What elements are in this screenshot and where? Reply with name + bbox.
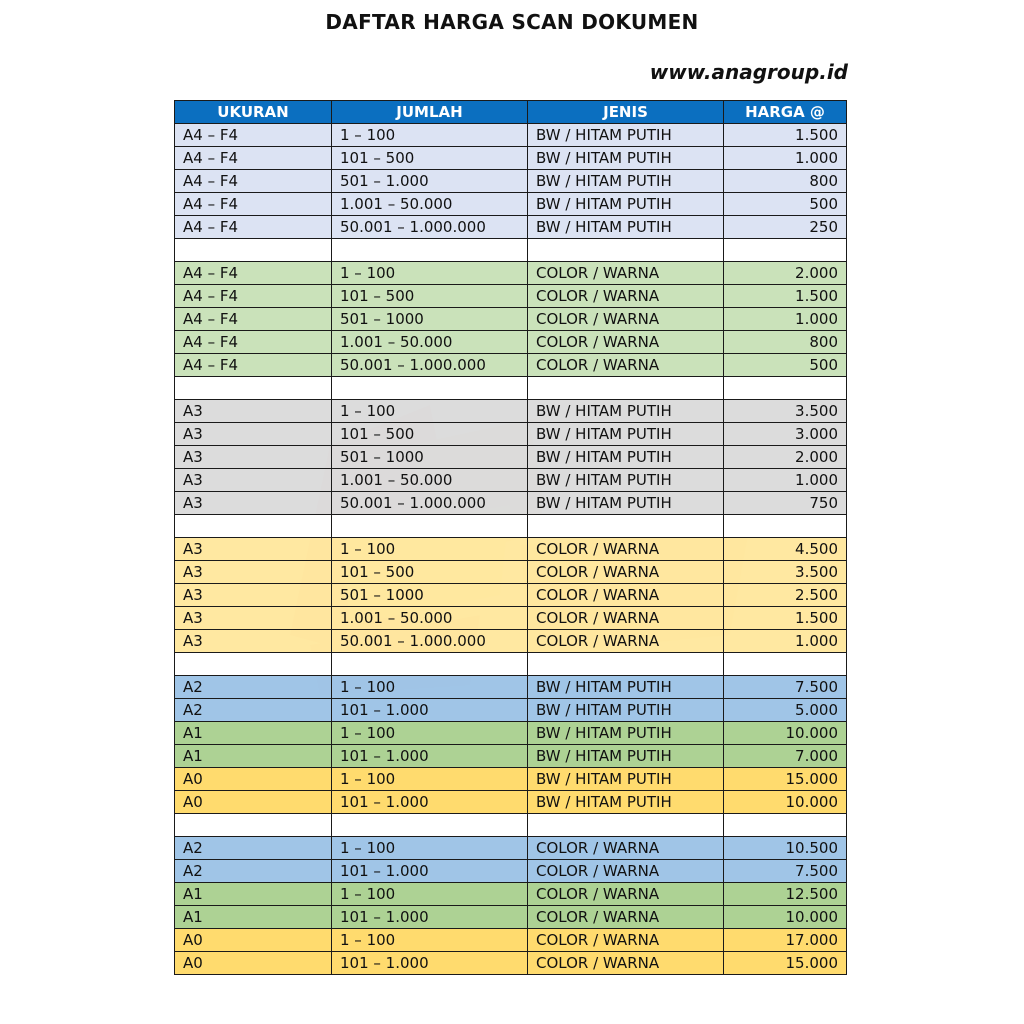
- cell-harga: 7.500: [724, 676, 847, 699]
- table-row: [175, 630, 847, 653]
- cell-jumlah: 101 – 500: [332, 147, 528, 170]
- cell-harga: [724, 515, 847, 538]
- cell-ukuran: A4 – F4: [175, 331, 332, 354]
- cell-jenis: BW / HITAM PUTIH: [528, 768, 724, 791]
- cell-ukuran: A4 – F4: [175, 285, 332, 308]
- cell-harga: 1.000: [724, 469, 847, 492]
- cell-harga: 1.500: [724, 607, 847, 630]
- cell-jumlah: 501 – 1000: [332, 308, 528, 331]
- table-row: [175, 860, 847, 883]
- price-table-body: [175, 124, 847, 975]
- cell-ukuran: A4 – F4: [175, 170, 332, 193]
- cell-ukuran: A0: [175, 791, 332, 814]
- table-row: [175, 285, 847, 308]
- cell-jumlah: 1.001 – 50.000: [332, 607, 528, 630]
- cell-jumlah: [332, 515, 528, 538]
- cell-jenis: [528, 515, 724, 538]
- cell-harga: 2.000: [724, 446, 847, 469]
- cell-jumlah: [332, 377, 528, 400]
- table-row: [175, 262, 847, 285]
- table-row: [175, 561, 847, 584]
- table-row: [175, 538, 847, 561]
- table-spacer-row: [175, 239, 847, 262]
- cell-jumlah: 1.001 – 50.000: [332, 469, 528, 492]
- cell-jenis: BW / HITAM PUTIH: [528, 170, 724, 193]
- cell-jenis: BW / HITAM PUTIH: [528, 492, 724, 515]
- cell-jumlah: 1.001 – 50.000: [332, 193, 528, 216]
- cell-harga: 1.500: [724, 124, 847, 147]
- table-row: [175, 584, 847, 607]
- cell-harga: 1.000: [724, 147, 847, 170]
- cell-harga: 4.500: [724, 538, 847, 561]
- cell-ukuran: [175, 653, 332, 676]
- table-row: [175, 906, 847, 929]
- cell-harga: 1.000: [724, 308, 847, 331]
- cell-jumlah: 1 – 100: [332, 929, 528, 952]
- table-row: [175, 193, 847, 216]
- cell-jumlah: 101 – 1.000: [332, 745, 528, 768]
- table-row: [175, 722, 847, 745]
- cell-harga: 10.000: [724, 722, 847, 745]
- cell-ukuran: A3: [175, 400, 332, 423]
- cell-ukuran: [175, 814, 332, 837]
- table-spacer-row: [175, 377, 847, 400]
- table-row: [175, 607, 847, 630]
- cell-harga: 15.000: [724, 952, 847, 975]
- cell-jumlah: 1 – 100: [332, 883, 528, 906]
- table-row: [175, 469, 847, 492]
- cell-harga: 500: [724, 354, 847, 377]
- cell-harga: [724, 653, 847, 676]
- header-jumlah: JUMLAH: [332, 101, 528, 124]
- cell-ukuran: A4 – F4: [175, 216, 332, 239]
- cell-jumlah: 1 – 100: [332, 124, 528, 147]
- table-row: [175, 354, 847, 377]
- table-header-row: [175, 101, 847, 124]
- cell-ukuran: [175, 515, 332, 538]
- cell-jenis: BW / HITAM PUTIH: [528, 216, 724, 239]
- cell-jenis: BW / HITAM PUTIH: [528, 469, 724, 492]
- cell-jenis: BW / HITAM PUTIH: [528, 699, 724, 722]
- cell-harga: 500: [724, 193, 847, 216]
- cell-harga: 3.500: [724, 561, 847, 584]
- cell-harga: 3.000: [724, 423, 847, 446]
- cell-ukuran: A1: [175, 906, 332, 929]
- cell-jumlah: 50.001 – 1.000.000: [332, 354, 528, 377]
- cell-jenis: COLOR / WARNA: [528, 331, 724, 354]
- cell-jenis: COLOR / WARNA: [528, 561, 724, 584]
- table-row: [175, 308, 847, 331]
- cell-ukuran: A3: [175, 584, 332, 607]
- cell-ukuran: A3: [175, 538, 332, 561]
- cell-harga: 12.500: [724, 883, 847, 906]
- cell-ukuran: A0: [175, 929, 332, 952]
- cell-jenis: [528, 239, 724, 262]
- cell-ukuran: A1: [175, 745, 332, 768]
- table-row: [175, 768, 847, 791]
- cell-jenis: BW / HITAM PUTIH: [528, 400, 724, 423]
- cell-jenis: BW / HITAM PUTIH: [528, 791, 724, 814]
- table-row: [175, 952, 847, 975]
- cell-ukuran: A1: [175, 883, 332, 906]
- cell-ukuran: A4 – F4: [175, 124, 332, 147]
- header-harga: HARGA @: [724, 101, 847, 124]
- cell-harga: 800: [724, 331, 847, 354]
- cell-harga: 2.000: [724, 262, 847, 285]
- cell-jumlah: [332, 653, 528, 676]
- cell-harga: 10.500: [724, 837, 847, 860]
- cell-harga: 5.000: [724, 699, 847, 722]
- table-row: [175, 791, 847, 814]
- cell-jumlah: 1.001 – 50.000: [332, 331, 528, 354]
- cell-harga: 7.500: [724, 860, 847, 883]
- cell-jumlah: 501 – 1.000: [332, 170, 528, 193]
- cell-harga: 800: [724, 170, 847, 193]
- cell-ukuran: A4 – F4: [175, 262, 332, 285]
- cell-jenis: COLOR / WARNA: [528, 860, 724, 883]
- cell-jenis: [528, 377, 724, 400]
- cell-ukuran: A4 – F4: [175, 354, 332, 377]
- table-row: [175, 883, 847, 906]
- cell-jenis: BW / HITAM PUTIH: [528, 722, 724, 745]
- table-row: [175, 929, 847, 952]
- cell-ukuran: A0: [175, 952, 332, 975]
- cell-ukuran: A3: [175, 630, 332, 653]
- cell-jumlah: [332, 814, 528, 837]
- cell-ukuran: [175, 239, 332, 262]
- cell-harga: [724, 377, 847, 400]
- cell-jumlah: 101 – 500: [332, 561, 528, 584]
- cell-jumlah: 101 – 500: [332, 423, 528, 446]
- cell-jenis: COLOR / WARNA: [528, 837, 724, 860]
- cell-jumlah: 1 – 100: [332, 722, 528, 745]
- cell-jumlah: 101 – 1.000: [332, 860, 528, 883]
- cell-ukuran: A2: [175, 699, 332, 722]
- table-row: [175, 216, 847, 239]
- cell-jumlah: 1 – 100: [332, 262, 528, 285]
- table-row: [175, 837, 847, 860]
- table-row: [175, 745, 847, 768]
- table-row: [175, 446, 847, 469]
- cell-harga: 2.500: [724, 584, 847, 607]
- cell-jumlah: 501 – 1000: [332, 584, 528, 607]
- cell-harga: 7.000: [724, 745, 847, 768]
- cell-jenis: COLOR / WARNA: [528, 584, 724, 607]
- cell-jenis: COLOR / WARNA: [528, 308, 724, 331]
- cell-harga: 750: [724, 492, 847, 515]
- cell-jenis: COLOR / WARNA: [528, 883, 724, 906]
- cell-harga: 17.000: [724, 929, 847, 952]
- table-row: [175, 147, 847, 170]
- cell-jenis: COLOR / WARNA: [528, 906, 724, 929]
- table-spacer-row: [175, 814, 847, 837]
- page-title: DAFTAR HARGA SCAN DOKUMEN: [325, 10, 699, 34]
- cell-jenis: COLOR / WARNA: [528, 952, 724, 975]
- cell-ukuran: A4 – F4: [175, 308, 332, 331]
- cell-ukuran: A2: [175, 837, 332, 860]
- cell-ukuran: A2: [175, 860, 332, 883]
- table-row: [175, 423, 847, 446]
- cell-jumlah: 101 – 1.000: [332, 906, 528, 929]
- cell-jenis: COLOR / WARNA: [528, 630, 724, 653]
- cell-jenis: BW / HITAM PUTIH: [528, 423, 724, 446]
- table-row: [175, 124, 847, 147]
- cell-jenis: [528, 653, 724, 676]
- cell-harga: [724, 814, 847, 837]
- cell-ukuran: A3: [175, 492, 332, 515]
- cell-jumlah: 50.001 – 1.000.000: [332, 492, 528, 515]
- cell-jenis: BW / HITAM PUTIH: [528, 193, 724, 216]
- table-row: [175, 170, 847, 193]
- cell-harga: 250: [724, 216, 847, 239]
- cell-harga: 1.000: [724, 630, 847, 653]
- cell-harga: 3.500: [724, 400, 847, 423]
- cell-jenis: BW / HITAM PUTIH: [528, 147, 724, 170]
- cell-ukuran: A4 – F4: [175, 193, 332, 216]
- cell-ukuran: A3: [175, 561, 332, 584]
- cell-jumlah: 101 – 1.000: [332, 791, 528, 814]
- cell-ukuran: A2: [175, 676, 332, 699]
- table-spacer-row: [175, 653, 847, 676]
- cell-jenis: COLOR / WARNA: [528, 538, 724, 561]
- cell-harga: 1.500: [724, 285, 847, 308]
- cell-jumlah: 50.001 – 1.000.000: [332, 630, 528, 653]
- cell-jumlah: 501 – 1000: [332, 446, 528, 469]
- price-table: [174, 100, 847, 975]
- table-row: [175, 699, 847, 722]
- cell-jumlah: 1 – 100: [332, 676, 528, 699]
- cell-ukuran: A3: [175, 607, 332, 630]
- cell-jenis: COLOR / WARNA: [528, 354, 724, 377]
- cell-jumlah: 101 – 1.000: [332, 699, 528, 722]
- cell-harga: 10.000: [724, 791, 847, 814]
- cell-ukuran: A3: [175, 446, 332, 469]
- cell-jenis: BW / HITAM PUTIH: [528, 446, 724, 469]
- cell-jenis: [528, 814, 724, 837]
- cell-jumlah: 101 – 500: [332, 285, 528, 308]
- cell-ukuran: A3: [175, 469, 332, 492]
- cell-harga: 15.000: [724, 768, 847, 791]
- table-row: [175, 676, 847, 699]
- cell-jumlah: 101 – 1.000: [332, 952, 528, 975]
- cell-jenis: COLOR / WARNA: [528, 929, 724, 952]
- cell-jumlah: 1 – 100: [332, 837, 528, 860]
- cell-jumlah: 1 – 100: [332, 768, 528, 791]
- table-row: [175, 331, 847, 354]
- cell-jumlah: 50.001 – 1.000.000: [332, 216, 528, 239]
- cell-jenis: BW / HITAM PUTIH: [528, 676, 724, 699]
- header-ukuran: UKURAN: [175, 101, 332, 124]
- cell-ukuran: [175, 377, 332, 400]
- cell-jumlah: 1 – 100: [332, 400, 528, 423]
- header-jenis: JENIS: [528, 101, 724, 124]
- cell-jenis: COLOR / WARNA: [528, 607, 724, 630]
- cell-jumlah: [332, 239, 528, 262]
- cell-jenis: BW / HITAM PUTIH: [528, 745, 724, 768]
- cell-harga: [724, 239, 847, 262]
- website-url: www.anagroup.id: [649, 60, 848, 84]
- cell-jenis: COLOR / WARNA: [528, 262, 724, 285]
- cell-jenis: BW / HITAM PUTIH: [528, 124, 724, 147]
- cell-ukuran: A3: [175, 423, 332, 446]
- cell-harga: 10.000: [724, 906, 847, 929]
- cell-jumlah: 1 – 100: [332, 538, 528, 561]
- table-row: [175, 492, 847, 515]
- cell-ukuran: A4 – F4: [175, 147, 332, 170]
- table-row: [175, 400, 847, 423]
- table-spacer-row: [175, 515, 847, 538]
- cell-jenis: COLOR / WARNA: [528, 285, 724, 308]
- cell-ukuran: A0: [175, 768, 332, 791]
- cell-ukuran: A1: [175, 722, 332, 745]
